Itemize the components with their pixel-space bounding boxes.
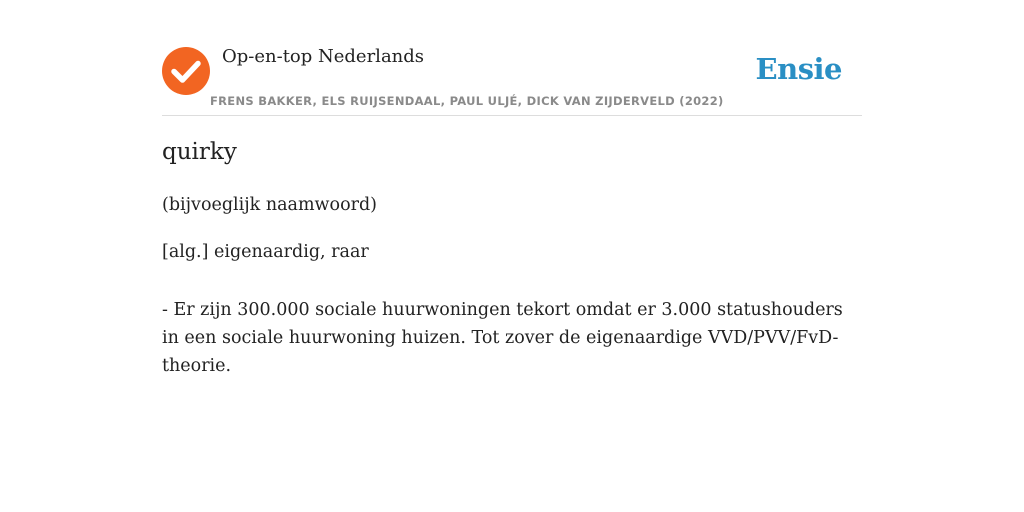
definition: [alg.] eigenaardig, raar (162, 242, 369, 262)
source-authors: FRENS BAKKER, ELS RUIJSENDAAL, PAUL ULJÉ, DICK VAN ZIJDERVELD (2022) (210, 94, 724, 108)
ensie-logo[interactable]: Ensie (755, 52, 842, 86)
entry-card (162, 0, 862, 376)
source-title[interactable]: Op-en-top Nederlands (222, 46, 425, 67)
headword: quirky (162, 139, 237, 165)
part-of-speech: (bijvoeglijk naamwoord) (162, 195, 377, 215)
source-logo[interactable] (162, 47, 210, 95)
checkmark-icon (162, 47, 210, 95)
example-sentence: - Er zijn 300.000 sociale huurwoningen tekort omdat er 3.000 statushouders in een sociale huurwoning huizen. Tot zover de eigenaardige VVD/PVV/FvD-theorie. (162, 300, 843, 376)
source-header (162, 0, 862, 116)
